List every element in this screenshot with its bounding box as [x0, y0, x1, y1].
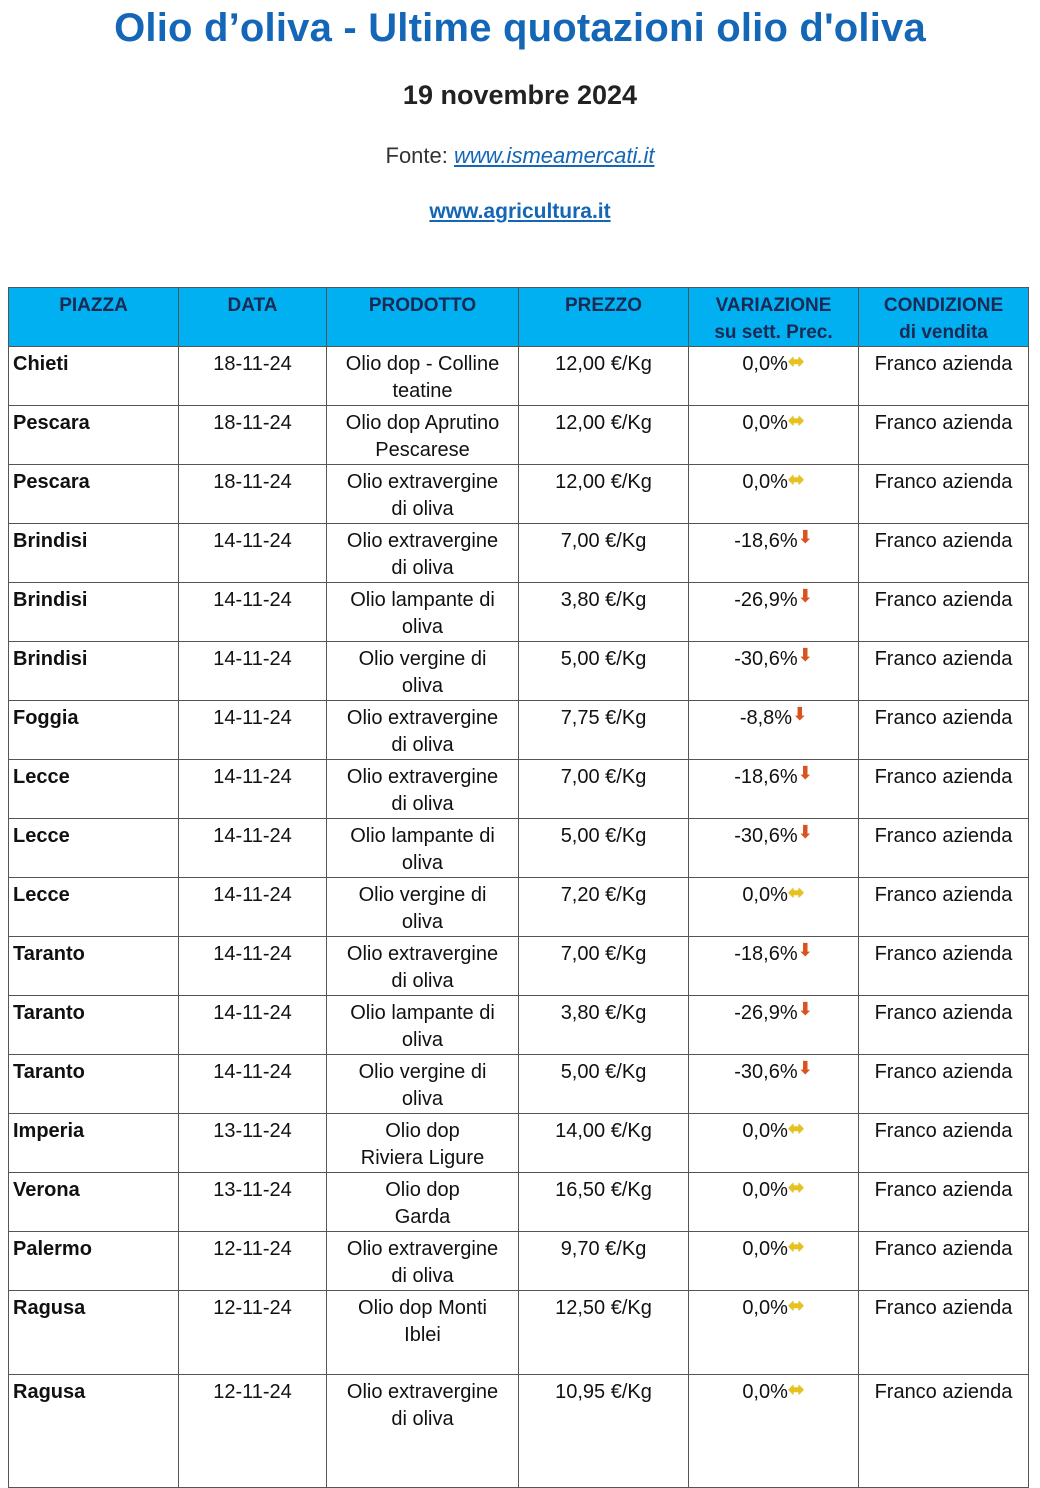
- cell-variazione: [689, 760, 859, 819]
- cell-piazza: Lecce: [9, 878, 179, 937]
- cell-piazza: Ragusa: [9, 1375, 179, 1488]
- cell-data: 14-11-24: [179, 996, 327, 1055]
- table-row: [9, 878, 1029, 937]
- prodotto-line-1: Olio lampante di: [350, 589, 495, 611]
- cell-condizione: Franco azienda: [859, 819, 1029, 878]
- cell-variazione: [689, 1055, 859, 1114]
- arrow-left-right-icon: ⬌: [787, 1236, 805, 1258]
- cell-variazione: [689, 1173, 859, 1232]
- cell-prodotto: [327, 347, 519, 406]
- site-line: [0, 200, 1040, 224]
- cell-data: 14-11-24: [179, 819, 327, 878]
- cell-data: 18-11-24: [179, 406, 327, 465]
- table-header-row: [9, 288, 1029, 347]
- variazione-value: -30,6%: [734, 648, 798, 670]
- table-row: [9, 406, 1029, 465]
- cell-prezzo: 12,00 €/Kg: [519, 347, 689, 406]
- cell-prodotto: [327, 878, 519, 937]
- cell-piazza: Pescara: [9, 465, 179, 524]
- cell-data: 14-11-24: [179, 760, 327, 819]
- prodotto-line-2: Iblei: [404, 1324, 441, 1346]
- cell-variazione: [689, 347, 859, 406]
- cell-prodotto: [327, 642, 519, 701]
- prodotto-line-2: oliva: [401, 675, 444, 697]
- cell-piazza: Chieti: [9, 347, 179, 406]
- cell-data: 14-11-24: [179, 583, 327, 642]
- table-body: [9, 347, 1029, 1488]
- prodotto-line-2: di oliva: [391, 498, 454, 520]
- cell-variazione: [689, 1375, 859, 1488]
- cell-prodotto: [327, 819, 519, 878]
- page-title: Olio d’oliva - Ultime quotazioni olio d'oliva: [114, 6, 926, 50]
- cell-piazza: Brindisi: [9, 583, 179, 642]
- arrow-down-icon: ⬇: [797, 940, 813, 960]
- prodotto-line-1: Olio dop: [385, 1120, 460, 1142]
- cell-prodotto: [327, 937, 519, 996]
- variazione-value: 0,0%: [742, 471, 788, 493]
- cell-prezzo: 5,00 €/Kg: [519, 1055, 689, 1114]
- arrow-down-icon: ⬇: [792, 704, 808, 724]
- variazione-value: -18,6%: [734, 766, 798, 788]
- prodotto-line-1: Olio extravergine: [346, 530, 499, 552]
- cell-variazione: [689, 465, 859, 524]
- table-row: [9, 701, 1029, 760]
- cell-prodotto: [327, 1173, 519, 1232]
- column-header-prodotto: PRODOTTO: [327, 288, 519, 347]
- arrow-left-right-icon: ⬌: [787, 1118, 805, 1140]
- variazione-value: 0,0%: [742, 1297, 788, 1319]
- cell-condizione: Franco azienda: [859, 878, 1029, 937]
- cell-variazione: [689, 406, 859, 465]
- table-row: [9, 1173, 1029, 1232]
- cell-piazza: Foggia: [9, 701, 179, 760]
- table-row: [9, 465, 1029, 524]
- cell-condizione: Franco azienda: [859, 937, 1029, 996]
- cell-data: 14-11-24: [179, 878, 327, 937]
- cell-condizione: Franco azienda: [859, 642, 1029, 701]
- variazione-value: -30,6%: [734, 825, 798, 847]
- cell-data: 18-11-24: [179, 465, 327, 524]
- arrow-down-icon: ⬇: [797, 822, 813, 842]
- cell-variazione: [689, 524, 859, 583]
- cell-prodotto: [327, 465, 519, 524]
- prodotto-line-1: Olio vergine di: [358, 648, 487, 670]
- cell-variazione: [689, 1114, 859, 1173]
- cell-condizione: Franco azienda: [859, 996, 1029, 1055]
- cell-condizione: Franco azienda: [859, 760, 1029, 819]
- cell-data: 14-11-24: [179, 524, 327, 583]
- variazione-value: 0,0%: [742, 1179, 788, 1201]
- prices-table: [8, 287, 1029, 1488]
- report-date: 19 novembre 2024: [402, 80, 638, 110]
- cell-condizione: Franco azienda: [859, 1114, 1029, 1173]
- variazione-value: -30,6%: [734, 1061, 798, 1083]
- prodotto-line-2: di oliva: [391, 1265, 454, 1287]
- cell-data: 14-11-24: [179, 937, 327, 996]
- cell-variazione: [689, 878, 859, 937]
- cell-condizione: Franco azienda: [859, 583, 1029, 642]
- cell-piazza: Imperia: [9, 1114, 179, 1173]
- prodotto-line-2: Riviera Ligure: [360, 1147, 485, 1169]
- prodotto-line-1: Olio vergine di: [358, 884, 487, 906]
- cell-data: 14-11-24: [179, 642, 327, 701]
- arrow-left-right-icon: ⬌: [787, 1295, 805, 1317]
- prodotto-line-1: Olio extravergine: [346, 1381, 499, 1403]
- prodotto-line-2: oliva: [401, 852, 444, 874]
- prodotto-line-2: teatine: [392, 380, 453, 402]
- cell-condizione: Franco azienda: [859, 347, 1029, 406]
- cell-variazione: [689, 701, 859, 760]
- prodotto-line-2: di oliva: [391, 734, 454, 756]
- table-row: [9, 583, 1029, 642]
- cell-prodotto: [327, 524, 519, 583]
- table-row: [9, 937, 1029, 996]
- table-row: [9, 1055, 1029, 1114]
- table-row: [9, 524, 1029, 583]
- variazione-value: 0,0%: [742, 884, 788, 906]
- variazione-value: -18,6%: [734, 943, 798, 965]
- cell-data: 12-11-24: [179, 1375, 327, 1488]
- cell-variazione: [689, 937, 859, 996]
- column-header-condizione: CONDIZIONE di vendita: [859, 288, 1029, 347]
- cell-piazza: Taranto: [9, 996, 179, 1055]
- prodotto-line-1: Olio dop: [385, 1179, 460, 1201]
- variazione-value: 0,0%: [742, 1381, 788, 1403]
- prodotto-line-1: Olio dop Aprutino: [345, 412, 500, 434]
- cell-prezzo: 16,50 €/Kg: [519, 1173, 689, 1232]
- variazione-value: 0,0%: [742, 1120, 788, 1142]
- cell-prodotto: [327, 1375, 519, 1488]
- cell-prodotto: [327, 1114, 519, 1173]
- cell-data: 13-11-24: [179, 1114, 327, 1173]
- cell-piazza: Pescara: [9, 406, 179, 465]
- cell-prodotto: [327, 760, 519, 819]
- prodotto-line-1: Olio extravergine: [346, 471, 499, 493]
- cell-prezzo: 14,00 €/Kg: [519, 1114, 689, 1173]
- arrow-down-icon: ⬇: [797, 586, 813, 606]
- prodotto-line-2: di oliva: [391, 970, 454, 992]
- cell-condizione: Franco azienda: [859, 406, 1029, 465]
- cell-condizione: Franco azienda: [859, 1173, 1029, 1232]
- source-line: [0, 143, 1040, 169]
- table-row: [9, 642, 1029, 701]
- arrow-down-icon: ⬇: [797, 645, 813, 665]
- prodotto-line-2: Pescarese: [375, 439, 470, 461]
- variazione-value: -26,9%: [734, 589, 798, 611]
- cell-variazione: [689, 1232, 859, 1291]
- cell-piazza: Taranto: [9, 1055, 179, 1114]
- prodotto-line-1: Olio extravergine: [346, 943, 499, 965]
- cell-prodotto: [327, 1055, 519, 1114]
- cell-prezzo: 5,00 €/Kg: [519, 642, 689, 701]
- cell-variazione: [689, 996, 859, 1055]
- cell-prezzo: 7,00 €/Kg: [519, 760, 689, 819]
- cell-piazza: Palermo: [9, 1232, 179, 1291]
- prodotto-line-2: oliva: [401, 1029, 444, 1051]
- cell-prezzo: 12,00 €/Kg: [519, 406, 689, 465]
- cell-data: 18-11-24: [179, 347, 327, 406]
- prodotto-line-2: oliva: [401, 1088, 444, 1110]
- prodotto-line-2: oliva: [401, 616, 444, 638]
- cell-data: 13-11-24: [179, 1173, 327, 1232]
- arrow-down-icon: ⬇: [797, 1058, 813, 1078]
- cell-condizione: Franco azienda: [859, 701, 1029, 760]
- arrow-left-right-icon: ⬌: [787, 410, 805, 432]
- cell-piazza: Lecce: [9, 760, 179, 819]
- source-link[interactable]: www.ismeamercati.it: [454, 143, 655, 168]
- variazione-value: -18,6%: [734, 530, 798, 552]
- arrow-left-right-icon: ⬌: [787, 351, 805, 373]
- cell-piazza: Brindisi: [9, 524, 179, 583]
- prodotto-line-1: Olio extravergine: [346, 1238, 499, 1260]
- cell-data: 12-11-24: [179, 1232, 327, 1291]
- table-row: [9, 347, 1029, 406]
- cell-prodotto: [327, 996, 519, 1055]
- cell-piazza: Ragusa: [9, 1291, 179, 1375]
- cell-prodotto: [327, 1232, 519, 1291]
- cell-piazza: Verona: [9, 1173, 179, 1232]
- prodotto-line-1: Olio lampante di: [350, 1002, 495, 1024]
- cell-prezzo: 9,70 €/Kg: [519, 1232, 689, 1291]
- cell-condizione: Franco azienda: [859, 465, 1029, 524]
- arrow-down-icon: ⬇: [797, 999, 813, 1019]
- arrow-left-right-icon: ⬌: [787, 1379, 805, 1401]
- column-header-variazione: VARIAZIONE su sett. Prec.: [689, 288, 859, 347]
- prodotto-line-2: di oliva: [391, 1408, 454, 1430]
- table-row: [9, 760, 1029, 819]
- variazione-value: -26,9%: [734, 1002, 798, 1024]
- prodotto-line-1: Olio dop - Colline: [345, 353, 500, 375]
- column-header-data: DATA: [179, 288, 327, 347]
- prodotto-line-2: di oliva: [391, 793, 454, 815]
- cell-data: 12-11-24: [179, 1291, 327, 1375]
- cell-condizione: Franco azienda: [859, 524, 1029, 583]
- column-header-piazza: PIAZZA: [9, 288, 179, 347]
- cell-variazione: [689, 1291, 859, 1375]
- table-row: [9, 1114, 1029, 1173]
- prodotto-line-1: Olio lampante di: [350, 825, 495, 847]
- variazione-value: 0,0%: [742, 353, 788, 375]
- cell-piazza: Taranto: [9, 937, 179, 996]
- arrow-left-right-icon: ⬌: [787, 882, 805, 904]
- cell-condizione: Franco azienda: [859, 1055, 1029, 1114]
- cell-prezzo: 7,20 €/Kg: [519, 878, 689, 937]
- variazione-value: 0,0%: [742, 1238, 788, 1260]
- source-label: Fonte:: [385, 143, 448, 168]
- table-row: [9, 996, 1029, 1055]
- cell-prezzo: 12,00 €/Kg: [519, 465, 689, 524]
- arrow-down-icon: ⬇: [797, 527, 813, 547]
- cell-prezzo: 7,00 €/Kg: [519, 524, 689, 583]
- cell-piazza: Lecce: [9, 819, 179, 878]
- prodotto-line-1: Olio extravergine: [346, 766, 499, 788]
- arrow-down-icon: ⬇: [797, 763, 813, 783]
- cell-variazione: [689, 583, 859, 642]
- cell-data: 14-11-24: [179, 1055, 327, 1114]
- prodotto-line-1: Olio vergine di: [358, 1061, 487, 1083]
- variazione-value: -8,8%: [739, 707, 793, 729]
- cell-prezzo: 12,50 €/Kg: [519, 1291, 689, 1375]
- cell-prodotto: [327, 583, 519, 642]
- cell-piazza: Brindisi: [9, 642, 179, 701]
- cell-prodotto: [327, 406, 519, 465]
- table-row: [9, 1232, 1029, 1291]
- cell-prezzo: 3,80 €/Kg: [519, 996, 689, 1055]
- cell-prezzo: 10,95 €/Kg: [519, 1375, 689, 1488]
- cell-prodotto: [327, 1291, 519, 1375]
- prodotto-line-2: di oliva: [391, 557, 454, 579]
- cell-condizione: Franco azienda: [859, 1291, 1029, 1375]
- cell-variazione: [689, 819, 859, 878]
- prodotto-line-2: Garda: [394, 1206, 451, 1228]
- cell-condizione: Franco azienda: [859, 1232, 1029, 1291]
- prodotto-line-1: Olio dop Monti: [358, 1297, 487, 1319]
- arrow-left-right-icon: ⬌: [787, 469, 805, 491]
- cell-variazione: [689, 642, 859, 701]
- cell-condizione: Franco azienda: [859, 1375, 1029, 1488]
- prodotto-line-2: oliva: [401, 911, 444, 933]
- cell-data: 14-11-24: [179, 701, 327, 760]
- table-row: [9, 819, 1029, 878]
- arrow-left-right-icon: ⬌: [787, 1177, 805, 1199]
- table-row: [9, 1375, 1029, 1488]
- cell-prezzo: 3,80 €/Kg: [519, 583, 689, 642]
- variazione-value: 0,0%: [742, 412, 788, 434]
- prodotto-line-1: Olio extravergine: [346, 707, 499, 729]
- cell-prezzo: 7,75 €/Kg: [519, 701, 689, 760]
- cell-prodotto: [327, 701, 519, 760]
- table-row: [9, 1291, 1029, 1375]
- cell-prezzo: 5,00 €/Kg: [519, 819, 689, 878]
- column-header-prezzo: PREZZO: [519, 288, 689, 347]
- site-link[interactable]: www.agricultura.it: [429, 200, 611, 223]
- cell-prezzo: 7,00 €/Kg: [519, 937, 689, 996]
